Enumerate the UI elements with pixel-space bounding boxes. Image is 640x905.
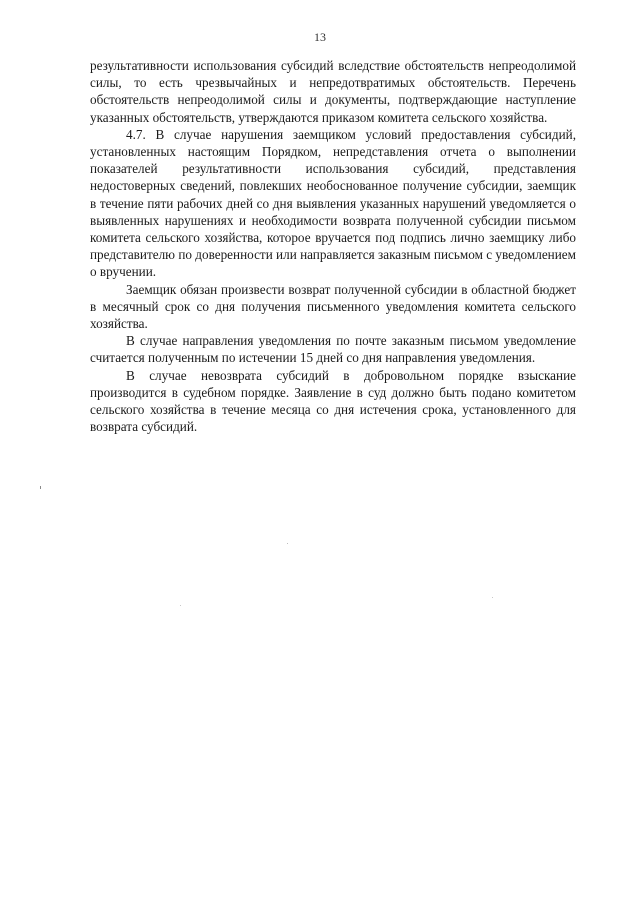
scan-artifact — [180, 605, 181, 606]
document-body — [90, 57, 576, 435]
scan-artifact — [492, 597, 493, 598]
paragraph-court-recovery: В случае невозврата субсидий в добровольном порядке взыскание производится в судебном порядке. Заявление в суд должно быть подано комитетом сельского хозяйства в течение месяца со дня истечения срока, установленного для возврата субсидий. — [90, 367, 576, 435]
scan-artifact — [287, 543, 288, 544]
paragraph-continuation: результативности использования субсидий вследствие обстоятельств непреодолимой силы, то есть чрезвычайных и непредотвратимых обстоятельств. Перечень обстоятельств непреодолимой силы и документы, подтверждающие наступление указанных обстоятельств, утверждаются приказом комитета сельского хозяйства. — [90, 58, 576, 125]
paragraph-postal-notice: В случае направления уведомления по почте заказным письмом уведомление считается полученным по истечении 15 дней со дня направления уведомления. — [90, 333, 576, 366]
paragraph-4-7: 4.7. В случае нарушения заемщиком условий предоставления субсидий, установленных настоящим Порядком, непредставления отчета о выполнении показателей результативности использования субсидий, представления недостоверных сведений, повлекших необоснованное получение субсидии, заемщик в течение пяти рабочих дней со дня выявления указанных нарушений уведомляется о выявленных нарушениях и необходимости возврата полученной субсидии письмом комитета сельского хозяйства, которое вручается под подпись лично заемщику либо представителю по доверенности или направляется заказным письмом с уведомлением о вручении. — [90, 126, 576, 280]
scan-artifact — [40, 486, 41, 489]
page-number: 13 — [314, 30, 326, 44]
paragraph-refund-obligation: Заемщик обязан произвести возврат полученной субсидии в областной бюджет в месячный срок со дня получения письменного уведомления комитета сельского хозяйства. — [90, 281, 576, 332]
